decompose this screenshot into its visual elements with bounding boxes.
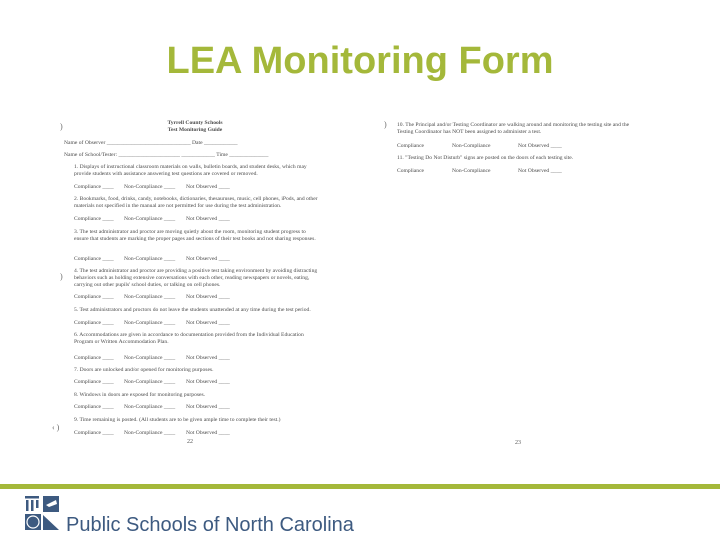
item-4: 4. The test administrator and proctor are providing a positive test taking environment by avoiding distracting behaviors such as holding extensive conversations with each other, reading newspapers or novels, eating, carrying out other pupils' school duties, or talking on cell phones. — [74, 268, 318, 289]
compliance-row: Compliance Non-Compliance Not Observed ____ — [397, 143, 562, 149]
item-3: 3. The test administrator and proctor are moving quietly about the room, monitoring student progress to ensure that students are marking the proper pages and sections of their test books and not sharing responses. — [74, 229, 316, 243]
compliance-row: Compliance ____ Non-Compliance ____ Not Observed ____ — [74, 430, 230, 436]
item-10: 10. The Principal and/or Testing Coordinator are walking around and monitoring the testing site and the Testing Coordinator has NOT been assigned to administer a test. — [397, 122, 630, 136]
nc-dpi-logo-icon — [24, 495, 60, 531]
compliance-row: Compliance ____ Non-Compliance ____ Not Observed ____ — [74, 216, 230, 222]
compliance-row: Compliance ____ Non-Compliance ____ Not Observed ____ — [74, 320, 230, 326]
item-6: 6. Accommodations are given in accordance to documentation provided from the Individual Education Program or Written Accommodation Plan. — [74, 332, 304, 346]
compliance-row: Compliance ____ Non-Compliance ____ Not Observed ____ — [74, 184, 230, 190]
item-5: 5. Test administrators and proctors do not leave the students unattended at any time during the test period. — [74, 307, 311, 313]
compliance-row: Compliance ____ Non-Compliance ____ Not Observed ____ — [74, 404, 230, 410]
item-9: 9. Time remaining is posted. (All students are to be given ample time to complete their test.) — [74, 417, 281, 423]
item-2: 2. Bookmarks, food, drinks, candy, notebooks, dictionaries, thesauruses, music, cell phones, iPods, and other materials not specified in the manual are not permitted for use during the test administration. — [74, 196, 318, 210]
binder-mark: ) — [60, 272, 63, 281]
compliance-row: Compliance ____ Non-Compliance ____ Not Observed ____ — [74, 355, 230, 361]
doc-heading-district: Tyrrell County Schools — [167, 120, 223, 126]
page-number-left: 22 — [187, 439, 193, 445]
compliance-row: Compliance Non-Compliance Not Observed ____ — [397, 168, 562, 174]
slide-title: LEA Monitoring Form — [166, 40, 554, 82]
footer-divider — [0, 484, 720, 489]
school-line: Name of School/Tester: ______________________ ____________ Time ______________ — [64, 152, 269, 158]
binder-mark: ‹ ) — [52, 423, 60, 432]
binder-mark: ) — [60, 122, 63, 131]
item-11: 11. "Testing Do Not Disturb" signs are posted on the doors of each testing site. — [397, 155, 574, 161]
item-8: 8. Windows in doors are exposed for monitoring purposes. — [74, 392, 206, 398]
brand-name: Public Schools of North Carolina — [66, 514, 354, 536]
binder-mark: ) — [384, 120, 387, 129]
doc-heading-guide: Test Monitoring Guide — [167, 127, 223, 133]
compliance-row: Compliance ____ Non-Compliance ____ Not Observed ____ — [74, 256, 230, 262]
observer-line: Name of Observer ______________________________ Date ____________ — [64, 140, 238, 146]
page-number-right: 23 — [515, 440, 521, 446]
item-7: 7. Doors are unlocked and/or opened for monitoring purposes. — [74, 367, 214, 373]
compliance-row: Compliance ____ Non-Compliance ____ Not Observed ____ — [74, 379, 230, 385]
item-1: 1. Displays of instructional classroom materials on walls, bulletin boards, and student desks, which may provide students with assistance answering test questions are covered or removed. — [74, 164, 307, 178]
compliance-row: Compliance ____ Non-Compliance ____ Not Observed ____ — [74, 294, 230, 300]
